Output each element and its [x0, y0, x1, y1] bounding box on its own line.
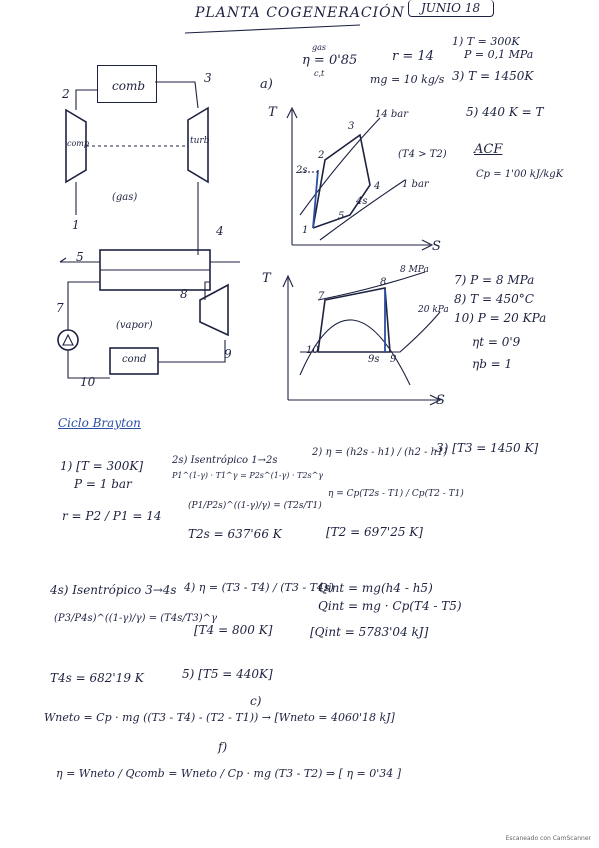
- given-item7: 7) P = 8 MPa: [454, 273, 535, 287]
- ts1-pt4s: 4s: [356, 196, 368, 207]
- turb-label: turb: [190, 136, 210, 146]
- state-label-4: 4: [216, 224, 224, 238]
- page-title: PLANTA COGENERACIÓN: [195, 5, 405, 21]
- ts1-pt2: 2: [318, 150, 325, 161]
- calc-1a: 1) [T = 300K]: [60, 459, 144, 473]
- state-label-5: 5: [76, 250, 84, 264]
- calc-1c: r = P2 / P1 = 14: [62, 509, 162, 523]
- given-ratio: r = 14: [392, 49, 434, 64]
- ts2-axis-s: S: [436, 393, 445, 408]
- given-acf: ACF: [474, 142, 503, 157]
- state-label-1: 1: [72, 218, 80, 232]
- state-label-9: 9: [224, 347, 232, 361]
- calc-3c: [T2 = 697'25 K]: [326, 525, 423, 539]
- calc-eta: η = Wneto / Qcomb = Wneto / Cp · mg (T3 - T2) ⇒ [ η = 0'34 ]: [56, 767, 402, 780]
- date-text: JUNIO 18: [421, 1, 481, 15]
- comb-label: comb: [112, 79, 146, 93]
- ts1-pt3: 3: [348, 121, 355, 132]
- given-item8: 8) T = 450°C: [454, 292, 534, 306]
- ts1-p14: 14 bar: [375, 109, 409, 120]
- ts2-pt10: 10: [306, 345, 319, 356]
- calc-7a: Qint = mg(h4 - h5): [318, 581, 433, 595]
- calc-2c: (P1/P2s)^((1-γ)/γ) = (T2s/T1): [188, 501, 322, 511]
- given-efficiency-sub: c,t: [314, 69, 325, 78]
- combustor-box: [97, 65, 157, 103]
- ts1-axis-t: T: [268, 105, 277, 120]
- state-label-10: 10: [80, 375, 96, 389]
- part-f-label: f): [218, 740, 228, 754]
- vapor-label: (vapor): [116, 320, 153, 331]
- calc-7c: [Qint = 5783'04 kJ]: [310, 625, 429, 639]
- calc-6a: 4) η = (T3 - T4) / (T3 - T4s): [184, 581, 334, 594]
- ts2-p8: 8 MPa: [400, 265, 429, 275]
- ts2-pt9s: 9s: [368, 354, 380, 365]
- given-eta-b: ηb = 1: [472, 357, 513, 371]
- given-item1a: 1) T = 300K: [452, 35, 520, 48]
- ts1-pt1: 1: [302, 225, 309, 236]
- calc-8: 5) [T5 = 440K]: [182, 667, 273, 681]
- given-item10: 10) P = 20 KPa: [454, 311, 547, 325]
- calc-6b: [T4 = 800 K]: [194, 623, 273, 637]
- calc-2a: 2s) Isentrópico 1→2s: [172, 455, 278, 466]
- calc-1b: P = 1 bar: [74, 477, 132, 491]
- calc-3a: 2) η = (h2s - h1) / (h2 - h1): [312, 447, 448, 458]
- state-label-2: 2: [62, 87, 70, 101]
- state-label-3: 3: [204, 71, 212, 85]
- cond-label: cond: [122, 354, 147, 365]
- ts2-p20: 20 kPa: [418, 305, 449, 315]
- part-a-label: a): [260, 77, 273, 92]
- ts2-pt7: 7: [318, 291, 325, 302]
- ts2-axis-t: T: [262, 271, 271, 286]
- pump-circle: [58, 330, 78, 350]
- given-eta-t: ηt = 0'9: [472, 335, 521, 349]
- calc-2d: T2s = 637'66 K: [188, 527, 282, 541]
- part-c-label: c): [250, 694, 262, 708]
- given-efficiency-sup: gas: [312, 43, 326, 52]
- calc-4: 3) [T3 = 1450 K]: [436, 441, 539, 455]
- calc-2b: P1^(1-γ) · T1^γ = P2s^(1-γ) · T2s^γ: [172, 471, 324, 480]
- ts1-pt4: 4: [374, 181, 381, 192]
- scanner-watermark: Escaneado con CamScanner: [505, 835, 591, 842]
- given-cp: Cp = 1'00 kJ/kgK: [476, 169, 564, 180]
- ts2-pt8: 8: [380, 277, 387, 288]
- comp-label: comp: [67, 139, 90, 148]
- calc-3b: η = Cp(T2s - T1) / Cp(T2 - T1): [328, 489, 464, 499]
- given-item5: 5) 440 K = T: [466, 105, 544, 119]
- given-item3: 3) T = 1450K: [452, 69, 534, 83]
- given-massflow: mg = 10 kg/s: [370, 73, 445, 86]
- ts1-p1: 1 bar: [402, 179, 429, 190]
- given-efficiency: η = 0'85: [302, 53, 358, 68]
- given-item1b: P = 0,1 MPa: [464, 48, 534, 61]
- ts1-pt2s: 2s: [296, 165, 308, 176]
- state-label-8: 8: [180, 287, 188, 301]
- ts1-condition: (T4 > T2): [398, 149, 447, 160]
- calc-5b: (P3/P4s)^((1-γ)/γ) = (T4s/T3)^γ: [54, 613, 217, 624]
- calc-7b: Qint = mg · Cp(T4 - T5): [318, 599, 462, 613]
- calc-wneto: Wneto = Cp · mg ((T3 - T4) - (T2 - T1)) → [Wneto = 4060'18 kJ]: [44, 711, 395, 724]
- ts2-pt9: 9: [390, 354, 397, 365]
- calc-5a: 4s) Isentrópico 3→4s: [50, 583, 177, 597]
- ts1-axis-s: S: [432, 239, 441, 254]
- calc-5c: T4s = 682'19 K: [50, 671, 144, 685]
- section-heading: Ciclo Brayton: [58, 416, 141, 430]
- state-label-7: 7: [56, 301, 64, 315]
- turbine2-shape: [200, 285, 228, 335]
- ts1-pt5: 5: [338, 211, 345, 222]
- gas-label: (gas): [112, 192, 138, 203]
